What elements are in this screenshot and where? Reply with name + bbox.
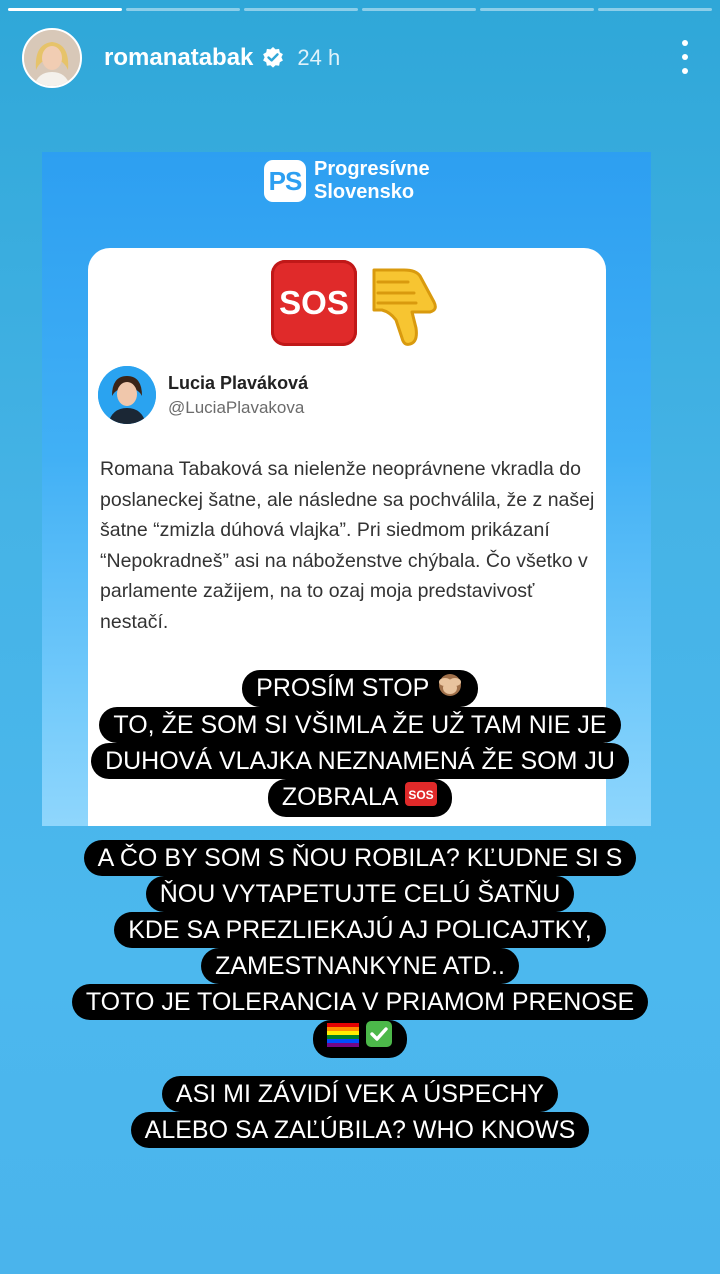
- ps-logo-icon: PS: [264, 160, 306, 202]
- tweet-text: Romana Tabaková sa nielenže neoprávnene vkradla do poslaneckej šatne, ale následne sa pochválila, že z našej šatne “zmizla dúhová vlajka”. Pri siedmom prikázaní “Nepokradneš” asi na náboženstve chýbala. Čo všetko v parlamente zažijem, na to ozaj moja predstavivosť nestačí.: [100, 458, 595, 633]
- caption-line: ALEBO SA ZAĽÚBILA? WHO KNOWS: [131, 1112, 590, 1148]
- caption-block-2: [0, 840, 720, 1058]
- caption-line: TO, ŽE SOM SI VŠIMLA ŽE UŽ TAM NIE JE: [99, 707, 620, 743]
- progress-segment: [598, 8, 712, 11]
- progress-segment: [8, 8, 122, 11]
- username[interactable]: romanatabak: [104, 44, 254, 71]
- progress-segment: [244, 8, 358, 11]
- avatar[interactable]: [22, 28, 82, 88]
- caption-line: ZAMESTNANKYNE ATD..: [201, 948, 519, 984]
- caption-line: KDE SA PREZLIEKAJÚ AJ POLICAJTKY,: [114, 912, 606, 948]
- sos-emoji-icon: SOS: [271, 260, 357, 346]
- sos-emoji-icon: [404, 781, 438, 817]
- caption-line: A ČO BY SOM S ŇOU ROBILA? KĽUDNE SI S: [84, 840, 637, 876]
- caption-line: DUHOVÁ VLAJKA NEZNAMENÁ ŽE SOM JU: [91, 743, 629, 779]
- avatar: [98, 366, 156, 424]
- progress-segment: [480, 8, 594, 11]
- check-mark-icon: [365, 1020, 393, 1058]
- see-no-evil-monkey-icon: [436, 671, 464, 707]
- story-progress-bar: [8, 8, 712, 11]
- story-timestamp: 24 h: [297, 45, 341, 70]
- emoji-line: [313, 1020, 408, 1058]
- caption-line: ZOBRALA: [281, 783, 398, 812]
- party-logo: [264, 158, 430, 204]
- progress-segment: [362, 8, 476, 11]
- caption-line: PROSÍM STOP: [256, 674, 429, 702]
- party-name-line2: Slovensko: [314, 181, 415, 203]
- caption-line: ASI MI ZÁVIDÍ VEK A ÚSPECHY: [162, 1076, 558, 1112]
- thumbs-down-icon: [364, 262, 448, 350]
- caption-block-1: [0, 670, 720, 817]
- verified-badge-icon: [261, 46, 285, 70]
- caption-line: TOTO JE TOLERANCIA V PRIAMOM PRENOSE: [72, 984, 648, 1020]
- svg-text:SOS: SOS: [408, 787, 434, 802]
- author-handle: @LuciaPlavakova: [168, 397, 305, 417]
- caption-line: ŇOU VYTAPETUJTE CELÚ ŠATŇU: [146, 876, 575, 912]
- author-name: Lucia Plaváková: [168, 372, 309, 393]
- progress-segment: [126, 8, 240, 11]
- tweet-author: [98, 366, 308, 424]
- story-header: [22, 26, 698, 90]
- party-name-line1: Progresívne: [314, 158, 430, 180]
- rainbow-flag-icon: [327, 1021, 359, 1057]
- caption-block-3: [0, 1076, 720, 1148]
- more-vertical-icon[interactable]: [678, 40, 692, 74]
